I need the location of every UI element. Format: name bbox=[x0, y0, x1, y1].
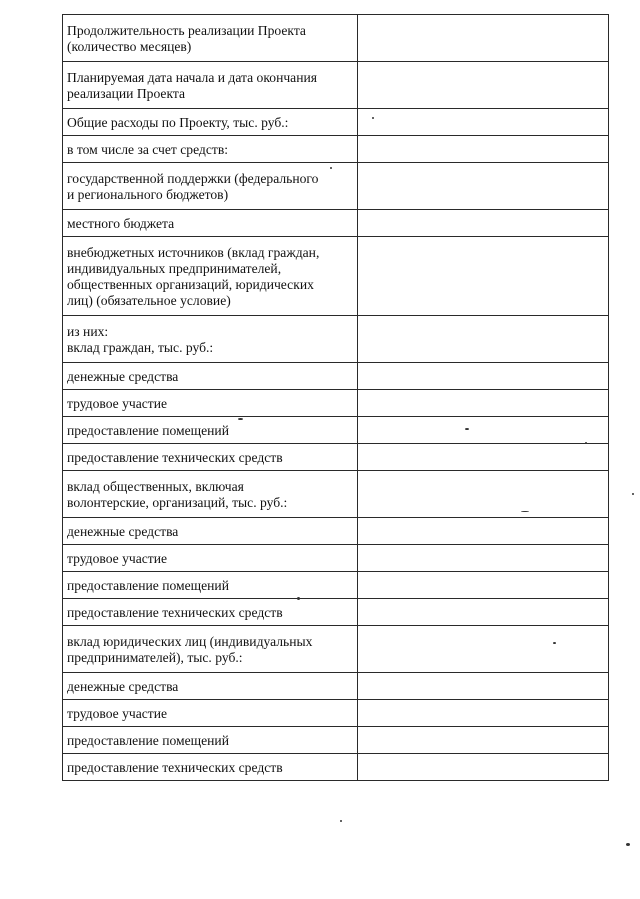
row-label: Планируемая дата начала и дата окончания реализации Проекта bbox=[67, 69, 318, 101]
scan-speck bbox=[521, 511, 529, 512]
row-value-cell bbox=[358, 572, 609, 599]
row-label-cell bbox=[63, 444, 358, 471]
row-label: Продолжительность реализации Проекта (количество месяцев) bbox=[67, 22, 306, 54]
row-label: государственной поддержки (федерального и регионального бюджетов) bbox=[67, 170, 319, 202]
table-row bbox=[63, 599, 609, 626]
table-row bbox=[63, 518, 609, 545]
scan-speck bbox=[626, 843, 630, 846]
table-row bbox=[63, 163, 609, 210]
table-row bbox=[63, 545, 609, 572]
row-label: предоставление технических средств bbox=[67, 759, 283, 775]
scan-speck bbox=[465, 428, 469, 430]
row-label-cell bbox=[63, 163, 358, 210]
row-value-cell bbox=[358, 417, 609, 444]
row-value-cell bbox=[358, 316, 609, 363]
row-value-cell bbox=[358, 136, 609, 163]
row-label: предоставление технических средств bbox=[67, 449, 283, 465]
scan-speck bbox=[553, 642, 556, 644]
table-row bbox=[63, 210, 609, 237]
row-value-cell bbox=[358, 163, 609, 210]
row-label: денежные средства bbox=[67, 678, 179, 694]
project-budget-table bbox=[62, 14, 609, 781]
row-value-cell bbox=[358, 471, 609, 518]
table-row bbox=[63, 673, 609, 700]
row-label-cell bbox=[63, 545, 358, 572]
scan-speck bbox=[330, 167, 332, 169]
table-body bbox=[63, 15, 609, 781]
table-row bbox=[63, 754, 609, 781]
row-value-cell bbox=[358, 518, 609, 545]
table-row bbox=[63, 237, 609, 316]
row-label-cell bbox=[63, 700, 358, 727]
table-row bbox=[63, 626, 609, 673]
row-label-cell bbox=[63, 572, 358, 599]
row-label-cell bbox=[63, 363, 358, 390]
row-label-cell bbox=[63, 210, 358, 237]
row-value-cell bbox=[358, 62, 609, 109]
row-label: вклад общественных, включая волонтерские, организаций, тыс. руб.: bbox=[67, 478, 288, 510]
row-label-cell bbox=[63, 390, 358, 417]
row-value-cell bbox=[358, 444, 609, 471]
table-row bbox=[63, 700, 609, 727]
row-label: внебюджетных источников (вклад граждан, индивидуальных предпринимателей, общественных организаций, юридических лиц) (обязательное условие) bbox=[67, 244, 320, 308]
row-label: денежные средства bbox=[67, 368, 179, 384]
row-label: Общие расходы по Проекту, тыс. руб.: bbox=[67, 114, 289, 130]
row-value-cell bbox=[358, 390, 609, 417]
row-value-cell bbox=[358, 237, 609, 316]
table-row bbox=[63, 316, 609, 363]
row-value-cell bbox=[358, 626, 609, 673]
row-label-cell bbox=[63, 316, 358, 363]
row-label: в том числе за счет средств: bbox=[67, 141, 229, 157]
table-row bbox=[63, 444, 609, 471]
scan-speck bbox=[238, 418, 243, 420]
table-row bbox=[63, 136, 609, 163]
table-row bbox=[63, 572, 609, 599]
row-value-cell bbox=[358, 545, 609, 572]
row-value-cell bbox=[358, 210, 609, 237]
row-value-cell bbox=[358, 15, 609, 62]
row-label-cell bbox=[63, 673, 358, 700]
table-row bbox=[63, 727, 609, 754]
row-label: трудовое участие bbox=[67, 550, 168, 566]
scan-speck bbox=[297, 597, 300, 600]
table-row bbox=[63, 390, 609, 417]
row-label: вклад юридических лиц (индивидуальных предпринимателей), тыс. руб.: bbox=[67, 633, 313, 665]
row-label-cell bbox=[63, 471, 358, 518]
row-label-cell bbox=[63, 417, 358, 444]
row-label: денежные средства bbox=[67, 523, 179, 539]
row-label-cell bbox=[63, 754, 358, 781]
row-label-cell bbox=[63, 136, 358, 163]
row-value-cell bbox=[358, 700, 609, 727]
table-row bbox=[63, 62, 609, 109]
row-label-cell bbox=[63, 626, 358, 673]
row-label: предоставление помещений bbox=[67, 732, 229, 748]
row-label-cell bbox=[63, 109, 358, 136]
table-row bbox=[63, 15, 609, 62]
row-label: предоставление помещений bbox=[67, 422, 229, 438]
row-value-cell bbox=[358, 727, 609, 754]
scan-speck bbox=[372, 117, 374, 119]
row-label-cell bbox=[63, 599, 358, 626]
row-value-cell bbox=[358, 599, 609, 626]
row-value-cell bbox=[358, 109, 609, 136]
row-value-cell bbox=[358, 754, 609, 781]
row-label: предоставление помещений bbox=[67, 577, 229, 593]
scan-speck bbox=[632, 493, 634, 495]
table-row bbox=[63, 109, 609, 136]
row-label-cell bbox=[63, 727, 358, 754]
row-label-cell bbox=[63, 15, 358, 62]
table-row bbox=[63, 363, 609, 390]
row-label: трудовое участие bbox=[67, 395, 168, 411]
scan-speck bbox=[585, 442, 587, 444]
table-row bbox=[63, 417, 609, 444]
row-value-cell bbox=[358, 363, 609, 390]
row-value-cell bbox=[358, 673, 609, 700]
row-label-cell bbox=[63, 62, 358, 109]
row-label-cell bbox=[63, 518, 358, 545]
row-label: предоставление технических средств bbox=[67, 604, 283, 620]
row-label: местного бюджета bbox=[67, 215, 175, 231]
row-label: из них: вклад граждан, тыс. руб.: bbox=[67, 323, 214, 355]
row-label-cell bbox=[63, 237, 358, 316]
scan-speck bbox=[340, 820, 342, 822]
row-label: трудовое участие bbox=[67, 705, 168, 721]
